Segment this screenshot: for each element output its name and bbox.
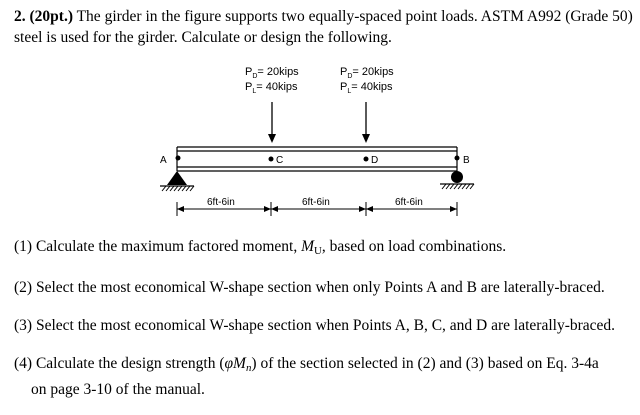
- point-b-label: B: [463, 155, 470, 166]
- point-b-dot: [455, 156, 460, 161]
- load-arrow-2: [362, 102, 370, 143]
- problem-text: The girder in the figure supports two equally-spaced point loads. ASTM A992 (Grade 50) steel is used for the girder. Calculate or design the following.: [14, 8, 633, 46]
- roller-support-b: [440, 171, 474, 189]
- span-label-1: 6ft-6in: [207, 197, 235, 208]
- question-4-continued: on page 3-10 of the manual.: [31, 381, 205, 398]
- question-1: (1) Calculate the maximum factored moment, $M_U$, based on load combinations.: [14, 238, 507, 257]
- svg-text:PL= 40kips: $P_L=$ 40kips: [245, 81, 298, 95]
- point-a-label: A: [160, 155, 167, 166]
- span-label-3: 6ft-6in: [395, 197, 423, 208]
- girder-beam: [177, 147, 457, 171]
- point-c-dot: [269, 157, 274, 162]
- point-d-label: D: [371, 155, 379, 166]
- question-2: (2) Select the most economical W-shape section when only Points A and B are laterally-braced.: [14, 279, 605, 296]
- point-a-dot: [176, 156, 181, 161]
- svg-text:PD= 20kips: $P_D=$ 20kips: [340, 66, 394, 80]
- question-3: (3) Select the most economical W-shape section when Points A, B, C, and D are laterally-braced.: [14, 317, 616, 334]
- span-label-2: 6ft-6in: [302, 197, 330, 208]
- point-d-dot: [364, 157, 369, 162]
- question-4: (4) Calculate the design strength $(\varphi M_n)$ of the section selected in (2) and (3) based on Eq. 3-4a on page 3-10 of the manual.: [14, 353, 634, 400]
- load-label-2: [340, 66, 394, 95]
- pin-support-a: [160, 171, 194, 191]
- problem-number: 2.: [14, 8, 26, 25]
- load-label-1: [245, 66, 299, 95]
- point-c-label: C: [276, 155, 284, 166]
- svg-text:PL= 40kips: $P_L=$ 40kips: [340, 81, 393, 95]
- svg-text:PD= 20kips: $P_D=$ 20kips: [245, 66, 299, 80]
- problem-points: (20pt.): [29, 8, 73, 25]
- load-arrow-1: [268, 102, 276, 143]
